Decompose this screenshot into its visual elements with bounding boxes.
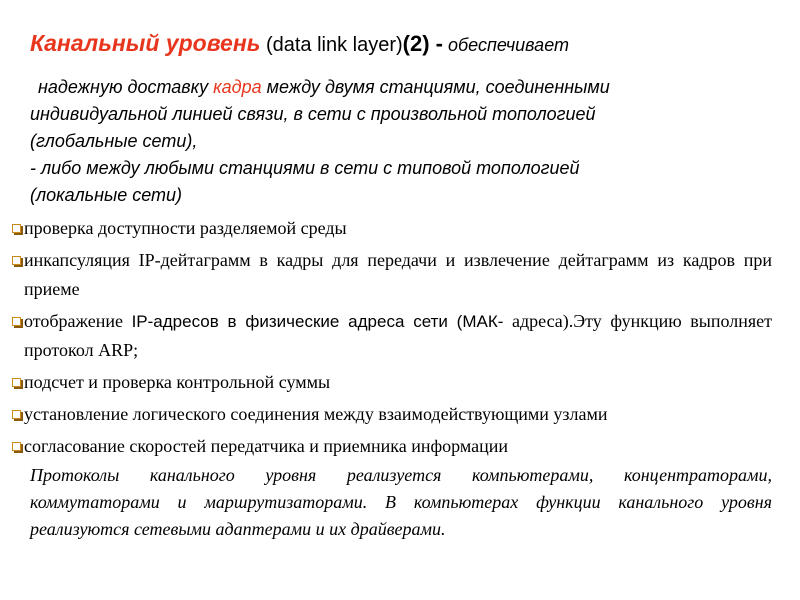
- list-item: [10, 432, 772, 461]
- list-item: [10, 307, 772, 365]
- title-rest: обеспечивает: [443, 35, 569, 55]
- intro-line-1: [30, 74, 780, 101]
- bullet-text: подсчет и проверка контрольной суммы: [24, 372, 331, 392]
- intro-line-1-b: между двумя станциями, соединенными: [261, 77, 610, 97]
- bullet-text: согласование скоростей передатчика и приемника информации: [24, 436, 509, 456]
- bullet-list: [10, 214, 772, 464]
- title-english: (data link layer): [260, 34, 403, 56]
- list-item: [10, 246, 772, 304]
- list-item: [10, 368, 772, 397]
- list-item: [10, 400, 772, 429]
- checkbox-bullet-icon: [12, 317, 21, 326]
- intro-line-4: - либо между любыми станциями в сети с типовой топологией: [30, 158, 580, 178]
- bullet-text: проверка доступности разделяемой среды: [24, 218, 347, 238]
- bullet-text-b: IP-адресов в физические адреса сети (МАК-: [131, 312, 504, 331]
- slide-title: [30, 30, 790, 57]
- checkbox-bullet-icon: [12, 442, 21, 451]
- intro-line-3: (глобальные сети),: [30, 131, 198, 151]
- bullet-text-a: отображение: [24, 311, 132, 331]
- list-item: [10, 214, 772, 243]
- checkbox-bullet-icon: [12, 410, 21, 419]
- bullet-text-c: адреса).Эту функцию выполняет протокол ARP;: [24, 311, 772, 360]
- bullet-text: инкапсуляция IP-дейтаграмм в кадры для передачи и извлечение дейтаграмм из кадров при приеме: [24, 250, 772, 299]
- intro-frame-word: кадра: [213, 77, 262, 97]
- checkbox-bullet-icon: [12, 256, 21, 265]
- intro-line-5: (локальные сети): [30, 185, 183, 205]
- bullet-text: установление логического соединения между взаимодействующими узлами: [24, 404, 608, 424]
- title-number: (2) -: [402, 31, 443, 56]
- footer-paragraph: Протоколы канального уровня реализуется компьютерами, концентраторами, коммутаторами и маршрутизаторами. В компьютерах функции канального уровня реализуются сетевыми адаптерами и их драйверами.: [30, 465, 772, 539]
- checkbox-bullet-icon: [12, 378, 21, 387]
- intro-line-2: индивидуальной линией связи, в сети с произвольной топологией: [30, 104, 596, 124]
- title-main: Канальный уровень: [30, 30, 261, 56]
- intro-paragraph: [30, 74, 780, 209]
- checkbox-bullet-icon: [12, 224, 21, 233]
- intro-line-1-a: надежную доставку: [38, 77, 214, 97]
